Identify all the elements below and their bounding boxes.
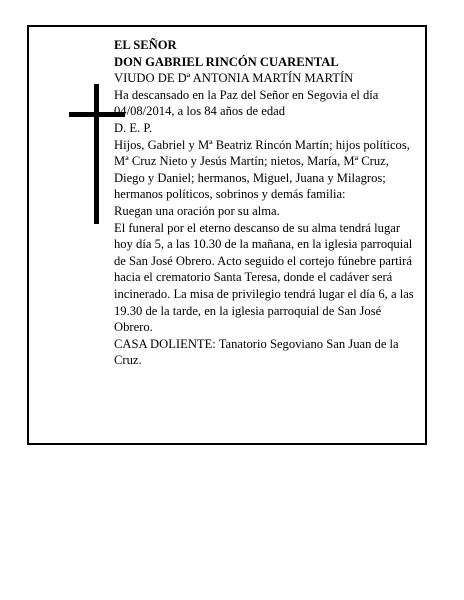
funeral-details: El funeral por el eterno descanso de su alma tendrá lugar hoy día 5, a las 10.30 de la mañana, en la iglesia parroquial de San José Obrero. Acto seguido el cortejo fúnebre partirá hacia el crematorio Santa Teresa, donde el cadáver será incinerado. La misa de privilegio tendrá lugar el día 6, a las 19.30 de la tarde, en la iglesia parroquial de San José Obrero.: [114, 220, 414, 335]
prayer-request: Ruegan una oración por su alma.: [114, 203, 280, 218]
family-list: Hijos, Gabriel y Mª Beatriz Rincón Martín; hijos políticos, Mª Cruz Nieto y Jesús Martín; nietos, María, Mª Cruz, Diego y Daniel; hermanos, Miguel, Juana y Milagros; hermanos políticos, sobrinos y demás familia:: [114, 137, 410, 202]
death-notice: Ha descansado en la Paz del Señor en Segovia el día 04/08/2014, a los 84 años de edad: [114, 87, 379, 119]
dep-line: D. E. P.: [114, 120, 153, 135]
obituary-title: EL SEÑOR: [114, 38, 177, 52]
deceased-name: DON GABRIEL RINCÓN CUARENTAL: [114, 54, 339, 69]
mourning-house: CASA DOLIENTE: Tanatorio Segoviano San Juan de la Cruz.: [114, 336, 399, 368]
obituary-text: [114, 37, 416, 369]
widower-line: VIUDO DE Dª ANTONIA MARTÍN MARTÍN: [114, 71, 354, 86]
cross-vertical-bar: [94, 84, 99, 224]
